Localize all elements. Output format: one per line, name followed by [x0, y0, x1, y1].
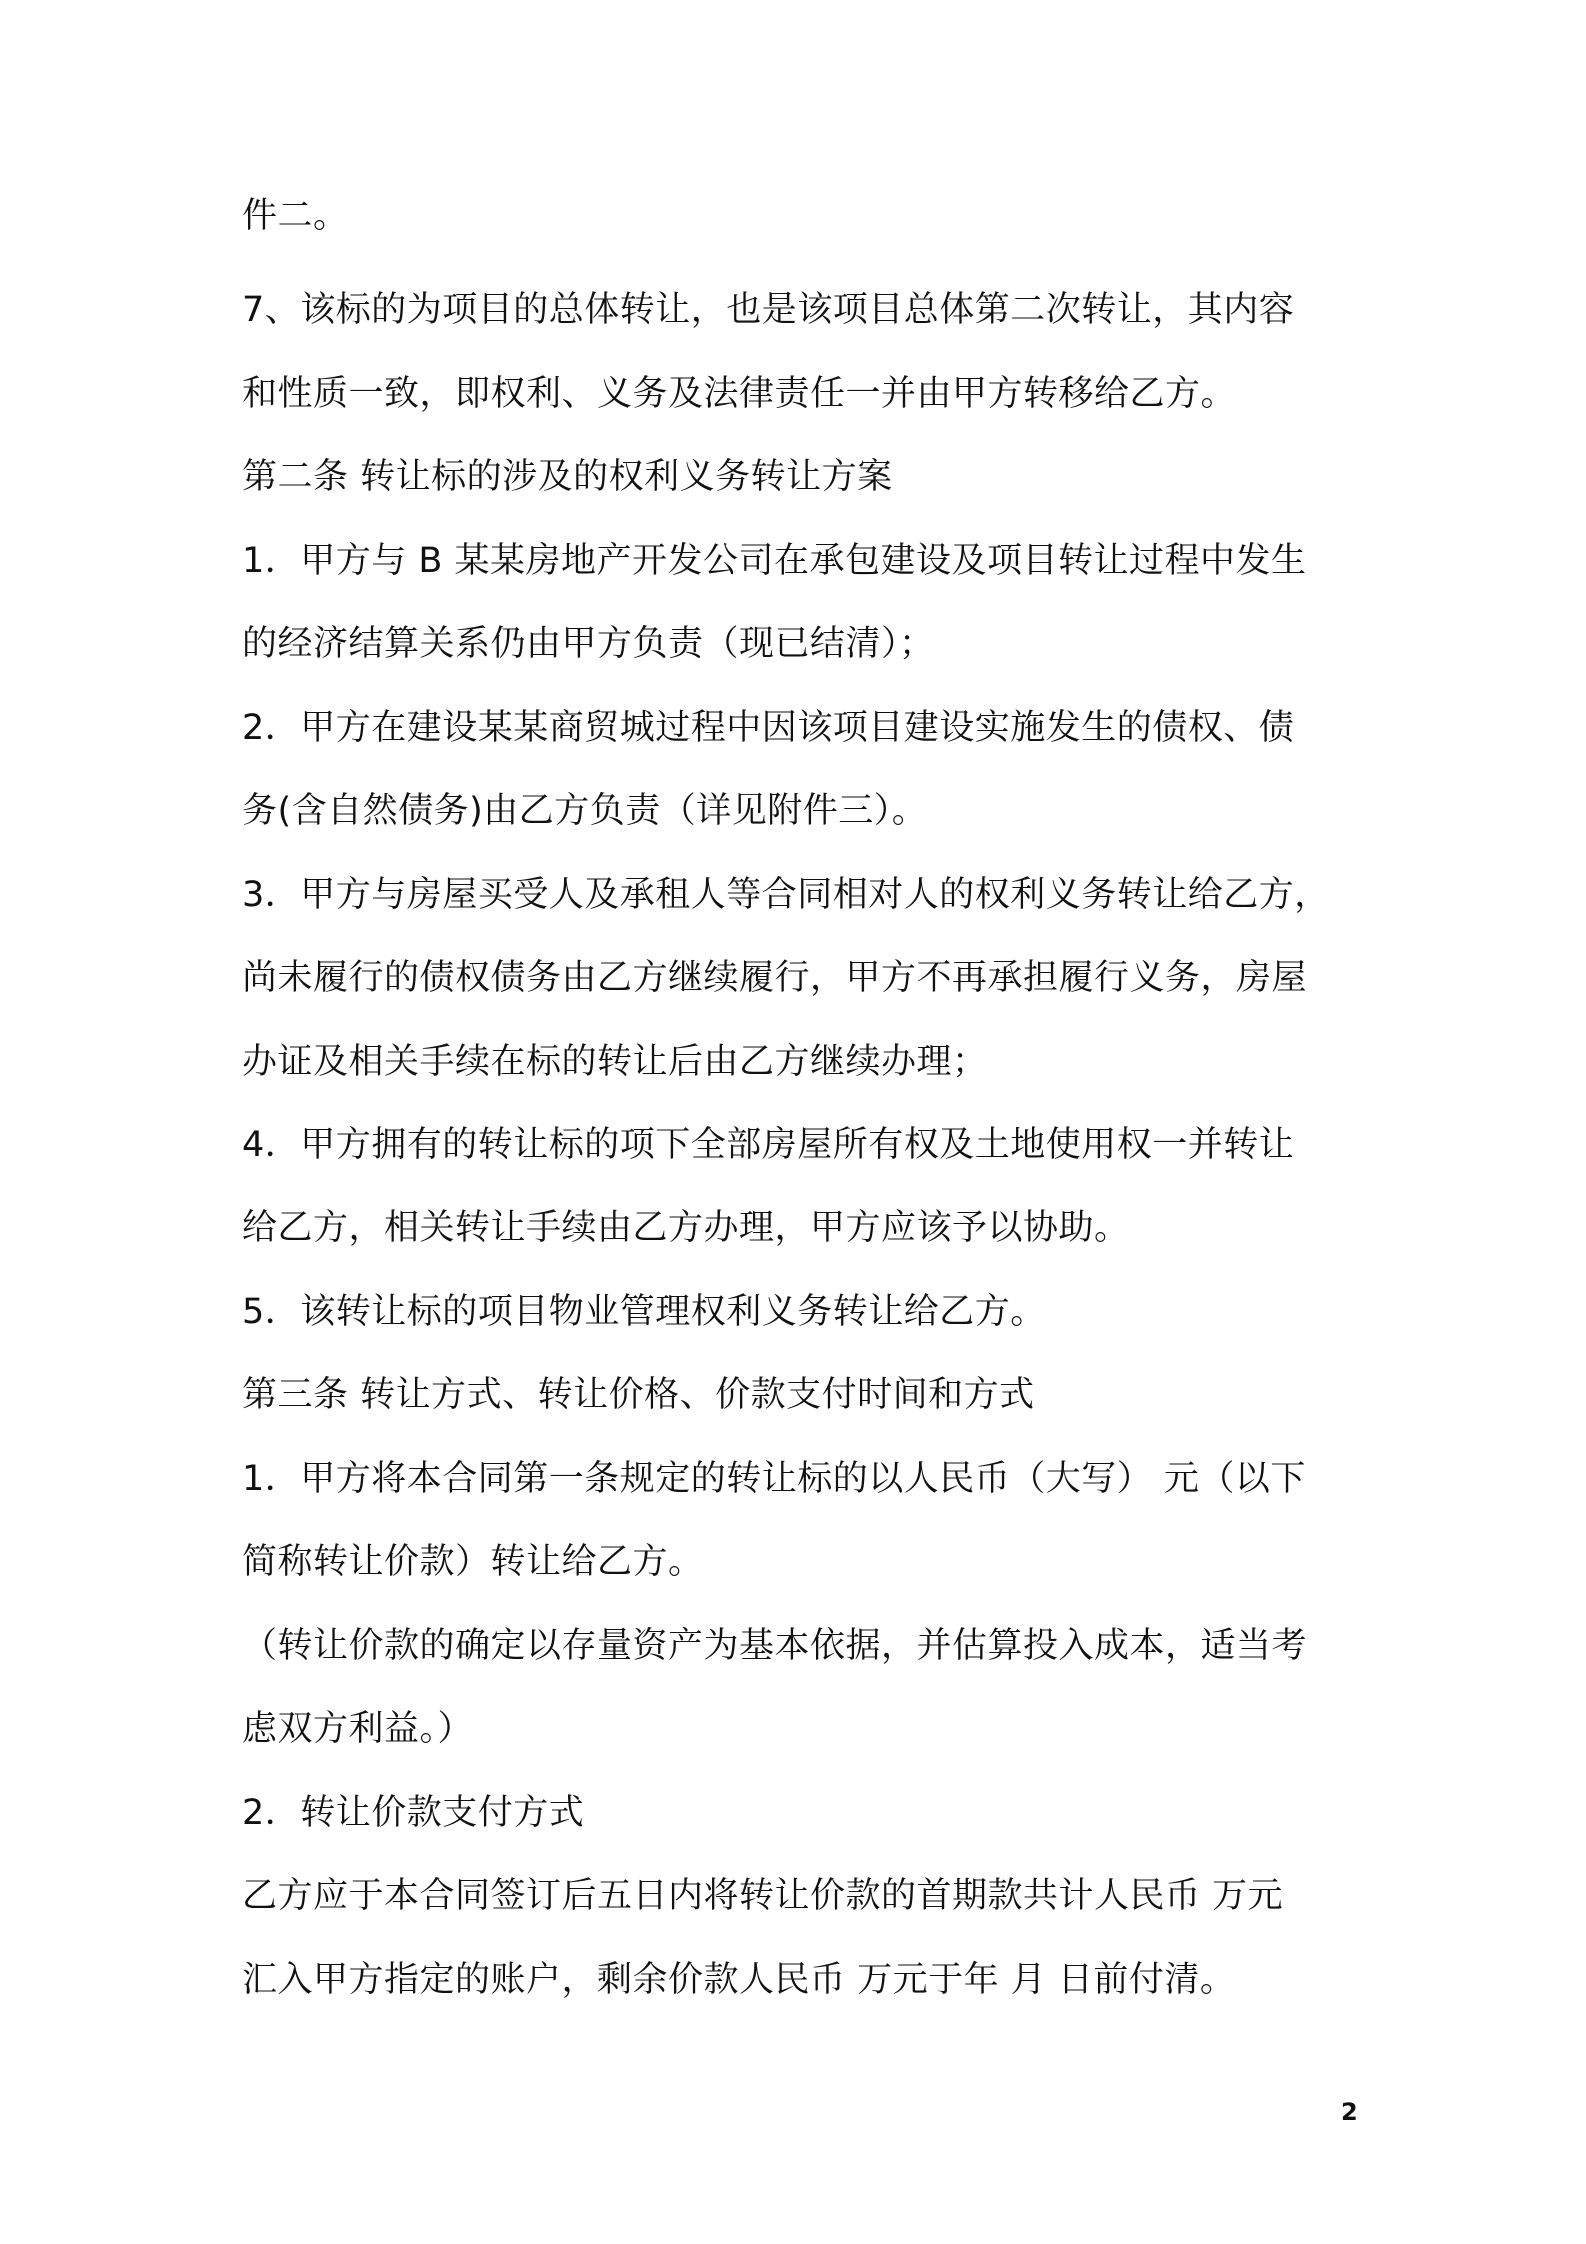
text-line: 和性质一致，即权利、义务及法律责任一并由甲方转移给乙方。 — [242, 374, 1237, 414]
text-line: （转让价款的确定以存量资产为基本依据，并估算投入成本，适当考 — [242, 1626, 1308, 1666]
section-heading: 第二条 转让标的涉及的权利义务转让方案 — [242, 457, 893, 497]
text-line: 务(含自然债务)由乙方负责（详见附件三）。 — [242, 791, 928, 831]
text-line: 乙方应于本合同签订后五日内将转让价款的首期款共计人民币 万元 — [242, 1876, 1284, 1916]
text-line: 的经济结算关系仍由甲方负责（现已结清）； — [242, 624, 935, 664]
text-line: 1．甲方将本合同第一条规定的转让标的以人民币（大写） 元（以下 — [242, 1459, 1306, 1499]
text-line: 2．甲方在建设某某商贸城过程中因该项目建设实施发生的债权、债 — [242, 708, 1295, 748]
text-line: 给乙方，相关转让手续由乙方办理，甲方应该予以协助。 — [242, 1208, 1130, 1248]
section-heading: 第三条 转让方式、转让价格、价款支付时间和方式 — [242, 1375, 1035, 1415]
text-line: 5．该转让标的项目物业管理权利义务转让给乙方。 — [242, 1292, 1046, 1332]
text-line: 尚未履行的债权债务由乙方继续履行，甲方不再承担履行义务，房屋 — [242, 958, 1308, 998]
text-line: 1．甲方与 B 某某房地产开发公司在承包建设及项目转让过程中发生 — [242, 541, 1307, 581]
text-line: 件二。 — [242, 196, 349, 236]
text-line: 办证及相关手续在标的转让后由乙方继续办理； — [242, 1042, 988, 1082]
text-line: 4．甲方拥有的转让标的项下全部房屋所有权及土地使用权一并转让 — [242, 1125, 1295, 1165]
text-line: 3．甲方与房屋买受人及承租人等合同相对人的权利义务转让给乙方， — [242, 875, 1330, 915]
text-line: 简称转让价款）转让给乙方。 — [242, 1542, 704, 1582]
page-number: 2 — [1341, 2098, 1358, 2126]
text-line: 汇入甲方指定的账户，剩余价款人民币 万元于年 月 日前付清。 — [242, 1960, 1236, 2000]
text-line: 7、该标的为项目的总体转让，也是该项目总体第二次转让，其内容 — [242, 290, 1295, 330]
text-line: 2．转让价款支付方式 — [242, 1793, 585, 1833]
text-line: 虑双方利益。） — [242, 1709, 474, 1749]
